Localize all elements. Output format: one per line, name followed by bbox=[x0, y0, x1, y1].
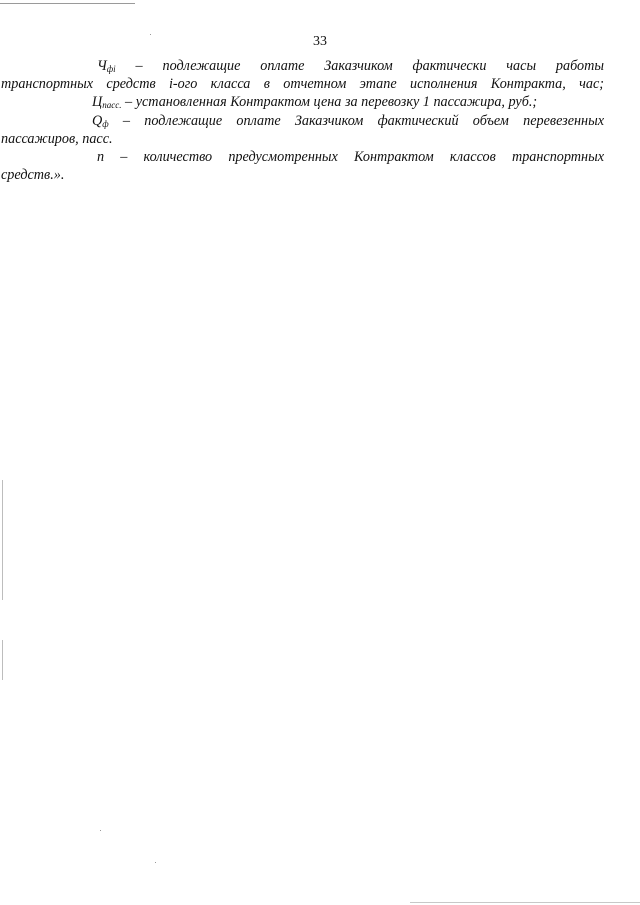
definition-subscript: фі bbox=[106, 64, 116, 74]
definition-text: – установленная Контрактом цена за перевозку 1 пассажира, руб.; bbox=[125, 94, 538, 111]
definition-item bbox=[1, 57, 605, 93]
scan-artifact-top-line bbox=[0, 3, 135, 4]
definition-line bbox=[92, 57, 604, 75]
scan-artifact-left-mark bbox=[2, 480, 3, 600]
page-number: 33 bbox=[313, 34, 327, 49]
definition-subscript: пасс. bbox=[102, 100, 122, 111]
definition-symbol: n bbox=[97, 149, 105, 166]
scan-artifact-dot bbox=[100, 830, 101, 831]
definition-symbol: Ц bbox=[92, 94, 103, 111]
definition-line bbox=[92, 148, 604, 166]
definition-line bbox=[92, 112, 604, 130]
definition-symbol: Q bbox=[92, 112, 103, 129]
definition-subscript: ф bbox=[102, 118, 109, 129]
scan-artifact-bottom-line bbox=[410, 902, 640, 903]
definition-line: средств.». bbox=[1, 167, 65, 184]
definition-symbol: Ч bbox=[97, 58, 107, 74]
scan-artifact-dot bbox=[155, 862, 156, 863]
definition-line: транспортных средств i-ого класса в отчетном этапе исполнения Контракта, час; bbox=[1, 76, 604, 93]
definition-text: – количество предусмотренных Контрактом классов транспортных bbox=[120, 149, 604, 166]
definition-line bbox=[92, 93, 604, 111]
definitions-block bbox=[1, 57, 605, 184]
definition-line: пассажиров, пасс. bbox=[1, 130, 113, 147]
definition-item bbox=[92, 93, 604, 111]
definition-item bbox=[1, 148, 604, 184]
scan-artifact-left-mark bbox=[2, 640, 3, 680]
definition-text: – подлежащие оплате Заказчиком фактически часы работы bbox=[135, 58, 605, 74]
definition-text: – подлежащие оплате Заказчиком фактический объем перевезенных bbox=[122, 112, 605, 129]
definition-item bbox=[1, 112, 605, 148]
